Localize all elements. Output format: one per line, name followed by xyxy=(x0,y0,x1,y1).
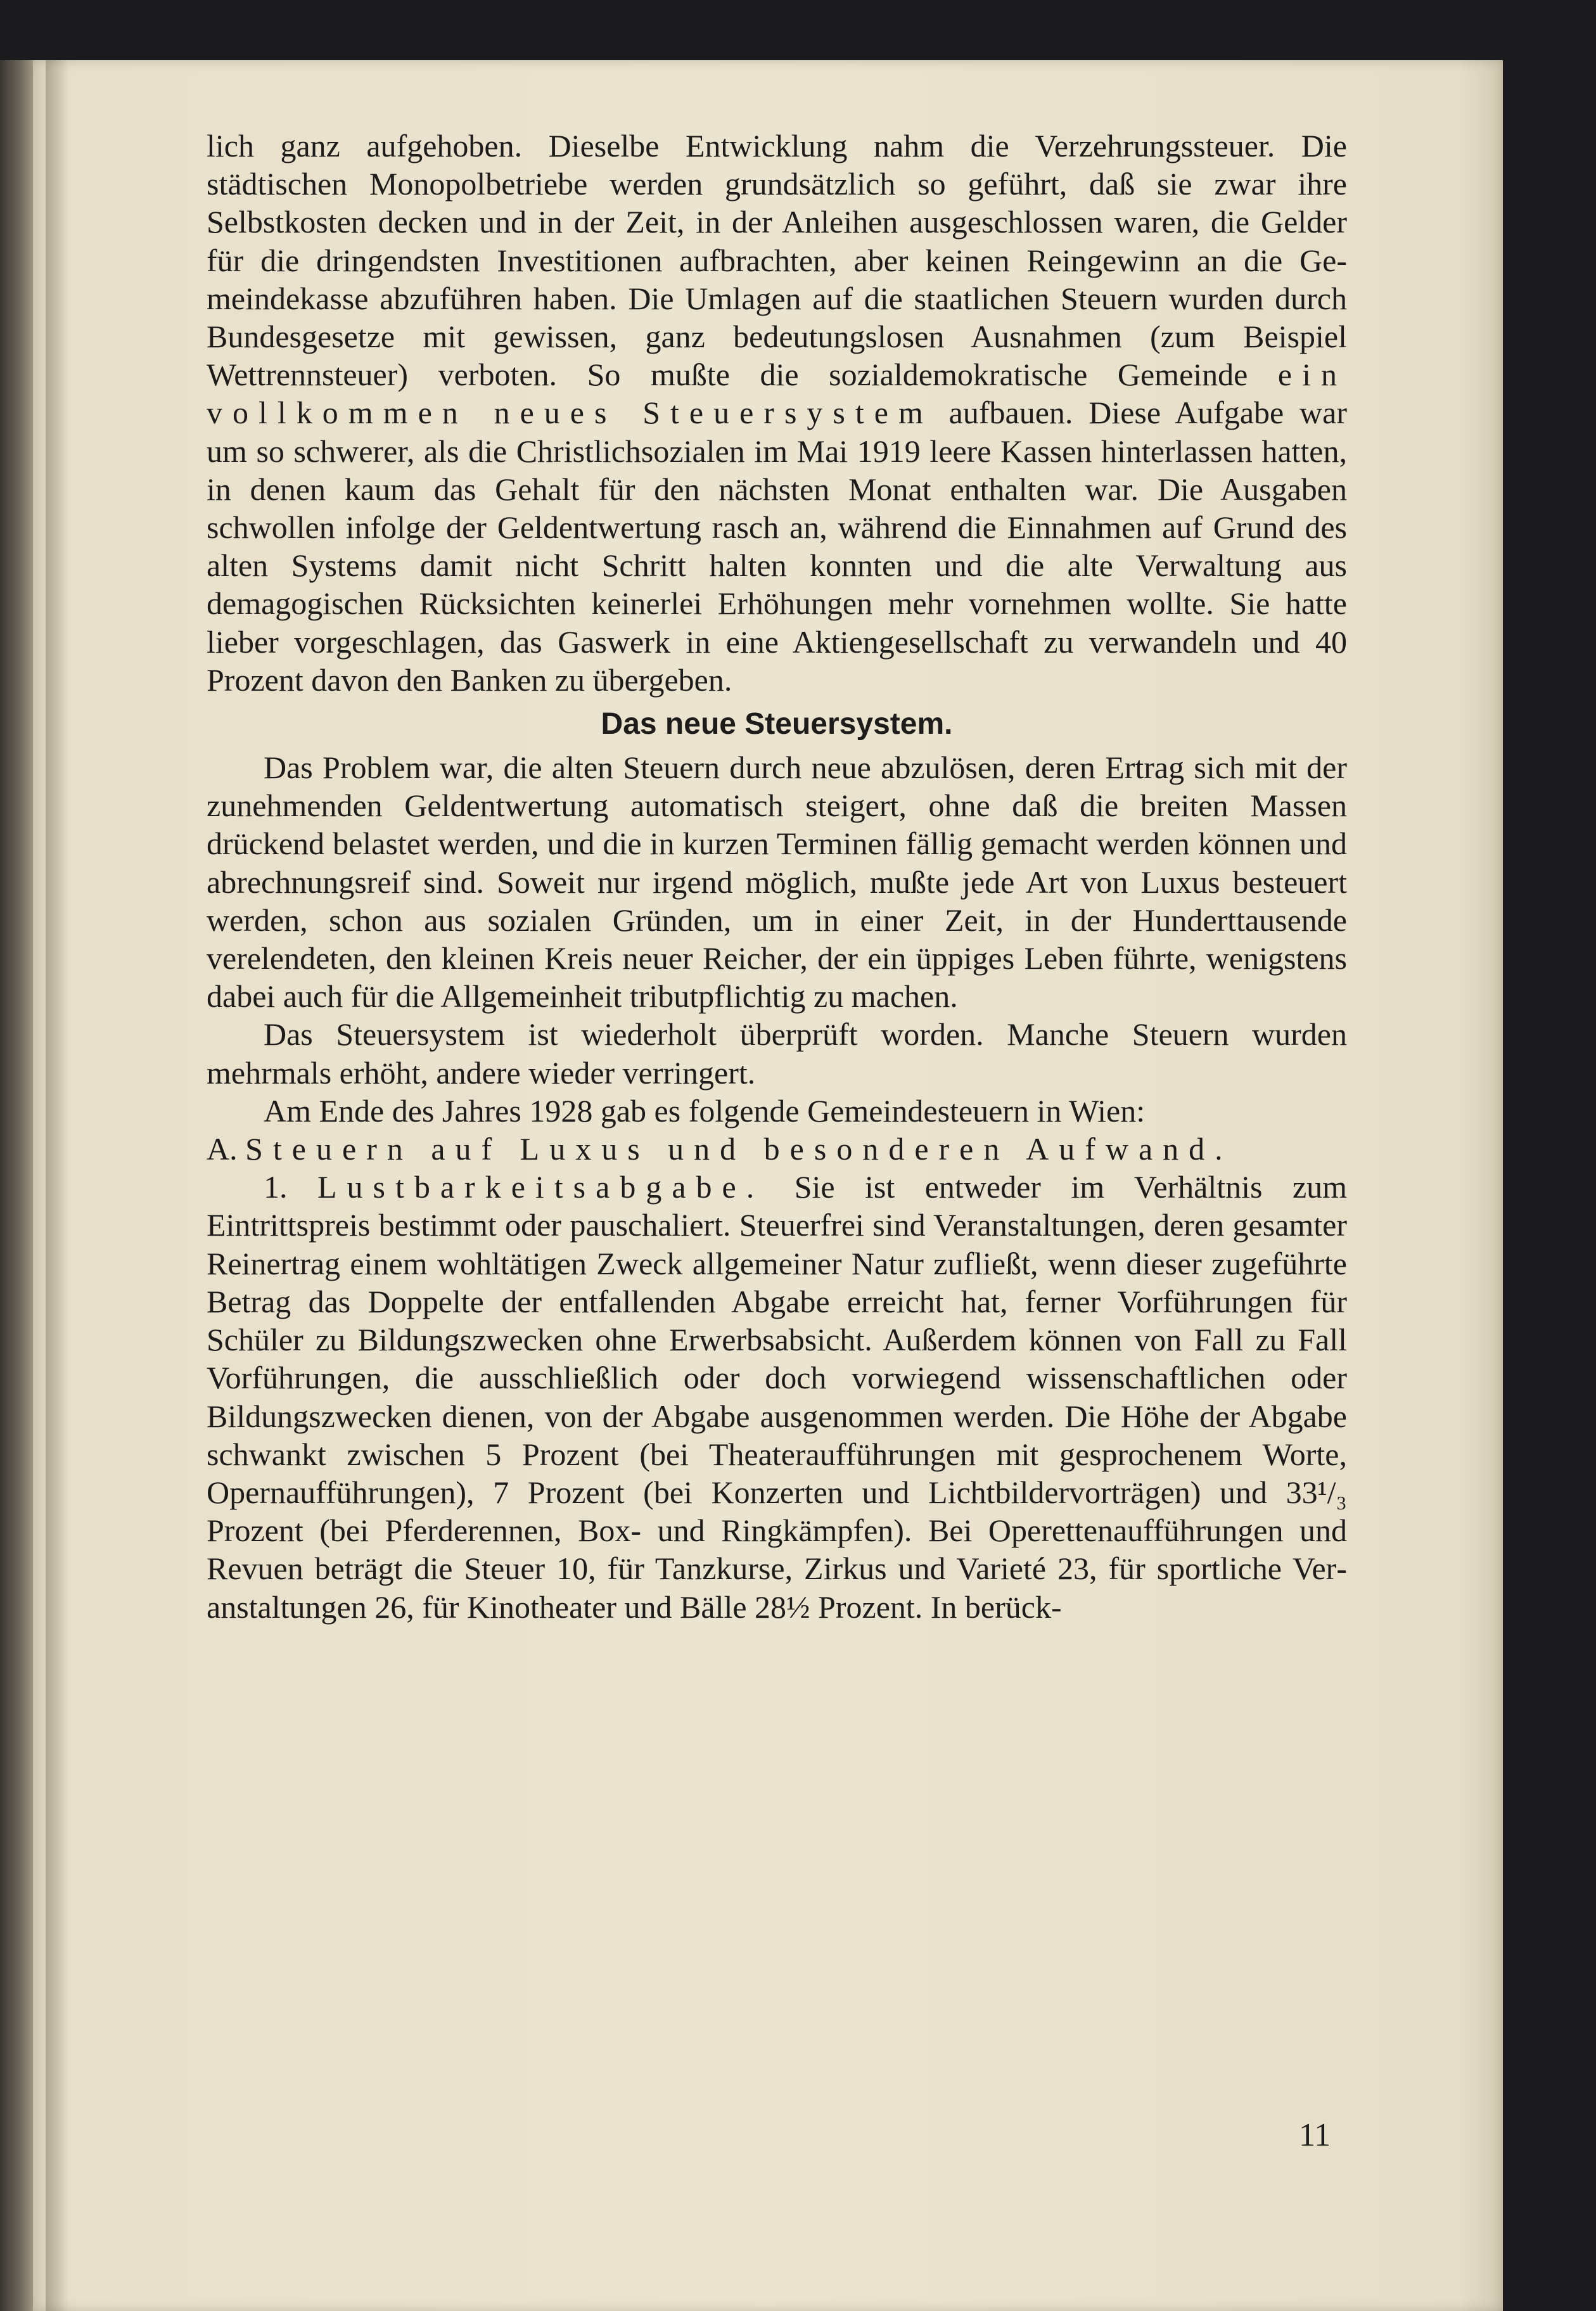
subsection-title: Steuern auf Luxus und besonderen Aufwand. xyxy=(245,1131,1233,1167)
list-item-number: 1. xyxy=(264,1169,288,1205)
subsection-prefix: A. xyxy=(207,1131,238,1167)
paragraph-1 xyxy=(207,127,1347,699)
page-crease xyxy=(46,60,68,2311)
emphasized-phrase: ein vollkommen neues Steuersystem xyxy=(207,357,1348,431)
background-margin xyxy=(1503,60,1596,2311)
paragraph-1-text: lich ganz aufgehoben. Dieselbe Entwicklung nahm die Verzehrungssteuer. Die städtischen Monopolbetriebe werden grundsätzlich so geführt, daß sie zwar ihre Selbstkosten decken und in der Zeit, in der Anleihen ausgeschlossen waren, die Gelder für die dringendsten Investitionen aufbrachten, aber keinen Reingewinn an die Gemeindekasse abzuführen haben. Die Umlagen auf die staatlichen Steuern wurden durch Bundesgesetze mit gewissen, ganz bedeutungslosen Ausnahmen (zum Beispiel Wettrennsteuer) verboten. So mußte die sozialdemokratische Gemeinde xyxy=(207,128,1347,393)
subsection-heading xyxy=(207,1130,1347,1168)
paragraph-4: Am Ende des Jahres 1928 gab es folgende Gemeindesteuern in Wien: xyxy=(264,1092,1146,1129)
body-text xyxy=(207,127,1347,1626)
paragraph-2: Das Problem war, die alten Steuern durch neue abzulösen, deren Ertrag sich mit der zunehmenden Geldentwertung automatisch steigert, ohne daß die breiten Massen drückend belastet werden, und die in kurzen Terminen fällig gemacht werden können und abrechnungsreif sind. Soweit nur irgend möglich, mußte jede Art von Luxus besteuert werden, schon aus sozialen Gründen, um in einer Zeit, in der Hunderttausende verelendeten, den kleinen Kreis neuer Reicher, der ein üppiges Leben führte, wenigstens dabei auch für die Allgemeinheit tributpflichtig zu machen. xyxy=(207,750,1347,1015)
list-item-text: Sie ist entweder im Verhältnis zum Eintrittspreis bestimmt oder pauschaliert. Steuerfrei sind Veranstaltungen, deren gesamter Reinertrag einem wohltätigen Zweck allgemeiner Natur zufließt, wenn dieser zugeführte Betrag das Doppelte der entfallenden Abgabe erreicht hat, ferner Vorführungen für Schüler zu Bildungszwecken ohne Erwerbsabsicht. Außerdem können von Fall zu Fall Vorführungen, die ausschließlich oder doch vorwiegend wissenschaftlichen oder Bildungszwecken dienen, von der Abgabe ausgenommen werden. Die Höhe der Abgabe schwankt zwischen 5 Prozent (bei Theateraufführungen mit gesprochenem Worte, Opernaufführungen), 7 Prozent (bei Konzerten und Lichtbildervorträgen) und 33¹/₃ Prozent (bei Pferderennen, Box- und Ringkämpfen). Bei Operettenaufführungen und Revuen beträgt die Steuer 10, für Tanzkurse, Zirkus und Varieté 23, für sportliche Veranstaltungen 26, für Kinotheater und Bälle 28½ Prozent. In berück- xyxy=(207,1169,1348,1625)
page-number: 11 xyxy=(1299,2117,1331,2153)
section-heading: Das neue Steuersystem. xyxy=(601,707,953,741)
paragraph-3: Das Steuersystem ist wiederholt überprüft worden. Manche Steuern wurden mehrmals erhöht, andere wieder verringert. xyxy=(207,1016,1347,1091)
list-item-1 xyxy=(207,1168,1347,1625)
list-item-title: Lustbarkeitsabgabe. xyxy=(317,1169,765,1205)
paragraph-1-rest: aufbauen. Diese Aufgabe war um so schwerer, als die Christlichsozialen im Mai 1919 leere Kassen hinterlassen hatten, in denen kaum das Gehalt für den nächsten Monat enthalten war. Die Ausgaben schwollen infolge der Geldentwertung rasch an, während die Einnahmen auf Grund des alten Systems damit nicht Schritt halten konnten und die alte Verwaltung aus demagogischen Rücksichten keinerlei Erhöhungen mehr vornehmen wollte. Sie hatte lieber vorgeschlagen, das Gaswerk in eine Aktiengesellschaft zu verwandeln und 40 Prozent davon den Banken zu übergeben. xyxy=(207,395,1348,698)
